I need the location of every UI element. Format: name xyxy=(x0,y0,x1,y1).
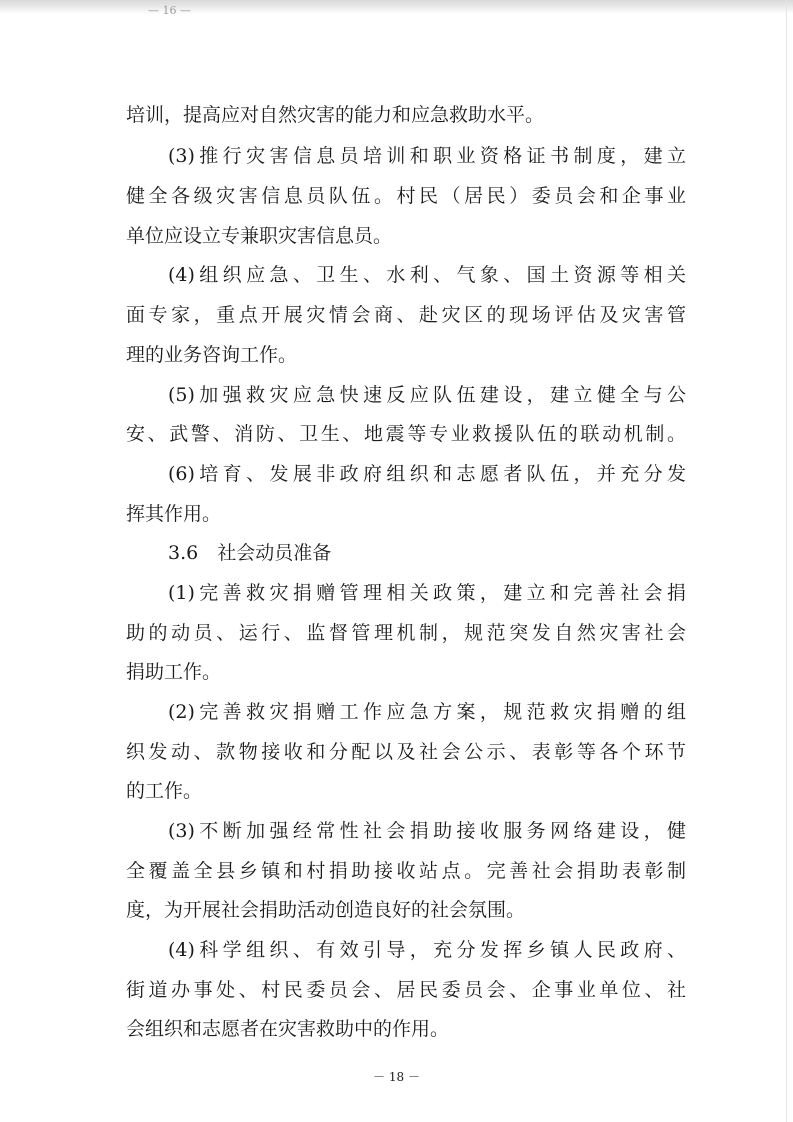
text-line: 挥其作用。 xyxy=(126,503,222,525)
text-line: 全覆盖全县乡镇和村捐助接收站点。完善社会捐助表彰制 xyxy=(126,860,686,882)
text-line: (4)科学组织、有效引导，充分发挥乡镇人民政府、 xyxy=(168,939,686,961)
section-heading: 3.6 社会动员准备 xyxy=(168,542,332,564)
text-line: 度，为开展社会捐助活动创造良好的社会氛围。 xyxy=(126,899,526,921)
text-line: (1)完善救灾捐赠管理相关政策，建立和完善社会捐 xyxy=(168,582,686,604)
text-line: 安、武警、消防、卫生、地震等专业救援队伍的联动机制。 xyxy=(126,423,686,445)
text-line: (5)加强救灾应急快速反应队伍建设，建立健全与公 xyxy=(168,384,686,406)
text-line: 单位应设立专兼职灾害信息员。 xyxy=(126,225,393,247)
text-line: (2)完善救灾捐赠工作应急方案，规范救灾捐赠的组 xyxy=(168,701,686,723)
text-line: 理的业务咨询工作。 xyxy=(126,344,298,366)
text-line: 助的动员、运行、监督管理机制，规范突发自然灾害社会 xyxy=(126,622,686,644)
previous-page-bleed-mark: — 16 — xyxy=(148,4,191,17)
text-line: 的工作。 xyxy=(126,780,203,802)
text-line: 捐助工作。 xyxy=(126,661,222,683)
text-line: (4)组织应急、卫生、水利、气象、国土资源等相关 xyxy=(168,264,686,286)
text-line: 健全各级灾害信息员队伍。村民（居民）委员会和企事业 xyxy=(126,185,686,207)
text-line: 街道办事处、村民委员会、居民委员会、企事业单位、社 xyxy=(126,979,686,1001)
text-line: 面专家，重点开展灾情会商、赴灾区的现场评估及灾害管 xyxy=(126,304,686,326)
text-line: 织发动、款物接收和分配以及社会公示、表彰等各个环节 xyxy=(126,741,686,763)
text-line: 会组织和志愿者在灾害救助中的作用。 xyxy=(126,1018,450,1040)
text-line: (3)推行灾害信息员培训和职业资格证书制度，建立 xyxy=(168,145,686,167)
text-line: (6)培育、发展非政府组织和志愿者队伍，并充分发 xyxy=(168,463,686,485)
text-line: 培训，提高应对自然灾害的能力和应急救助水平。 xyxy=(126,104,545,126)
text-line: (3)不断加强经常性社会捐助接收服务网络建设，健 xyxy=(168,820,686,842)
page-number: － 18 － xyxy=(373,1070,420,1084)
